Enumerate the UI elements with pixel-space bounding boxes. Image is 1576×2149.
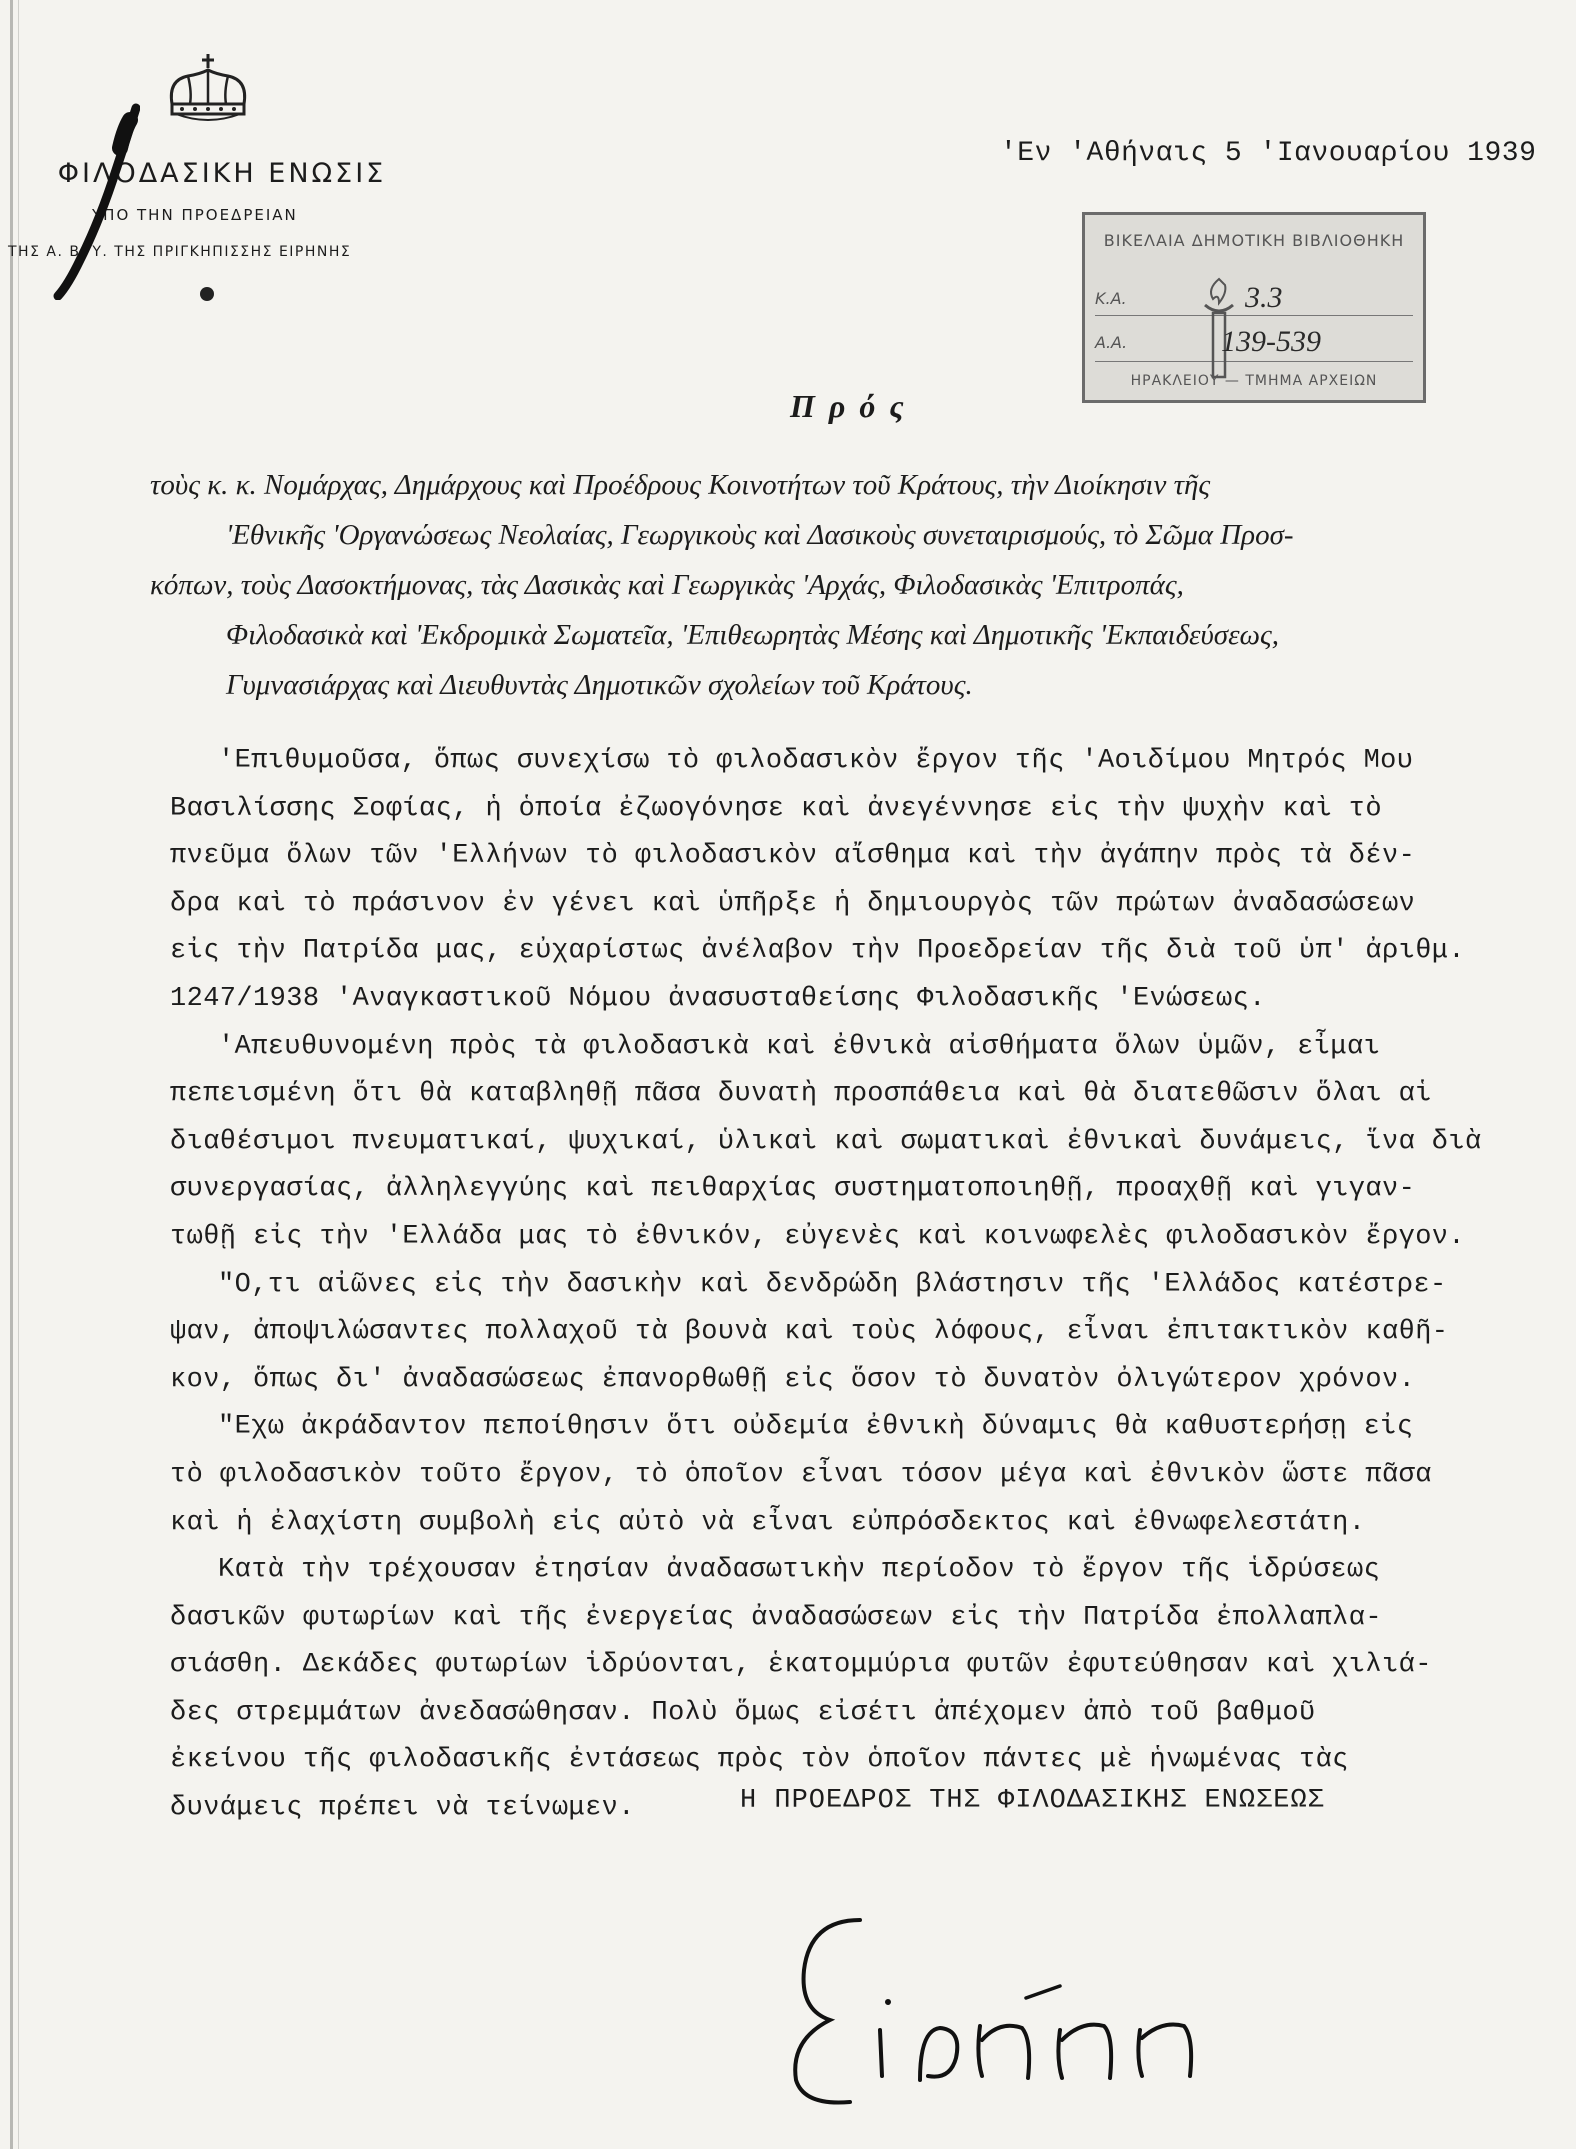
body-line: τωθῇ εἰς τὴν 'Ελλάδα μας τὸ ἐθνικόν, εὐγενὲς καὶ κοινωφελὲς φιλοδασικὸν ἔργον. [170,1221,1466,1252]
stamp-department: ΗΡΑΚΛΕΙΟΥ — ΤΜΗΜΑ ΑΡΧΕΙΩΝ [1130,373,1378,389]
handwritten-signature [770,1880,1250,2110]
body-line: Κατὰ τὴν τρέχουσαν ἐτησίαν ἀναδασωτικὴν περίοδον τὸ ἔργον τῆς ἱδρύσεως [218,1555,1381,1586]
body-line: 'Επιθυμοῦσα, ὅπως συνεχίσω τὸ φιλοδασικὸν ἔργον τῆς 'Αοιδίμου Μητρός Μου [218,746,1414,776]
addressee-line: 'Εθνικῆς 'Οργανώσεως Νεολαίας, Γεωργικοὺς καὶ Δασικοὺς συνεταιρισμούς, τὸ Σῶμα Προσ- [226,519,1294,551]
body-line: δασικῶν φυτωρίων καὶ τῆς ἐνεργείας ἀναδασώσεων εἰς τὴν Πατρίδα ἐπολλαπλα- [170,1602,1382,1633]
body-line: τὸ φιλοδασικὸν τοῦτο ἔργον, τὸ ὁποῖον εἶναι τόσον μέγα καὶ ἐθνικὸν ὥστε πᾶσα [170,1459,1432,1490]
ink-stroke [30,100,140,300]
body-line: δρα καὶ τὸ πράσινον ἐν γένει καὶ ὑπῆρξε ἡ δημιουργὸς τῶν πρώτων ἀναδασώσεων [170,888,1416,919]
stamp-aa-label: Α.Α. [1095,333,1128,352]
stamp-library-name: ΒΙΚΕΛΑΙΑ ΔΗΜΟΤΙΚΗ ΒΙΒΛΙΟΘΗΚΗ [1103,231,1405,250]
stamp-rule [1095,315,1413,316]
signer-title: Η ΠΡΟΕΔΡΟΣ ΤΗΣ ΦΙΛΟΔΑΣΙΚΗΣ ΕΝΩΣΕΩΣ [740,1786,1325,1816]
body-line: "Ο,τι αἰῶνες εἰς τὴν δασικὴν καὶ δενδρώδη βλάστησιν τῆς 'Ελλάδος κατέστρε- [218,1269,1447,1300]
body-line: σιάσθη. Δεκάδες φυτωρίων ἱδρύονται, ἑκατομμύρια φυτῶν ἐφυτεύθησαν καὶ χιλιά- [170,1650,1432,1681]
letter-heading: Πρός [790,388,918,424]
organization-subtitle: ΥΠΟ ΤΗΝ ΠΡΟΕΔΡΕΙΑΝ [92,206,298,224]
organization-patron: ΤΗΣ Α. Β. Υ. ΤΗΣ ΠΡΙΓΚΗΠΙΣΣΗΣ ΕΙΡΗΝΗΣ [8,244,352,260]
addressee-line: Φιλοδασικὰ καὶ 'Εκδρομικὰ Σωματεῖα, 'Επιθεωρητὰς Μέσης καὶ Δημοτικῆς 'Εκπαιδεύσεως, [226,619,1280,651]
body-line: 'Απευθυνομένη πρὸς τὰ φιλοδασικὰ καὶ ἐθνικὰ αἰσθήματα ὅλων ὑμῶν, εἶμαι [218,1031,1381,1062]
body-line: εἰς τὴν Πατρίδα μας, εὐχαρίστως ἀνέλαβον τὴν Προεδρείαν τῆς διὰ τοῦ ὑπ' ἀριθμ. [170,936,1466,967]
stamp-rule [1095,361,1413,362]
body-line: "Εχω ἀκράδαντον πεποίθησιν ὅτι οὐδεμία ἐθνικὴ δύναμις θὰ καθυστερήσῃ εἰς [218,1412,1414,1443]
archive-stamp [1082,212,1426,403]
body-line: πνεῦμα ὅλων τῶν 'Ελλήνων τὸ φιλοδασικὸν αἴσθημα καὶ τὴν ἀγάπην πρὸς τὰ δέν- [170,841,1416,872]
body-line: ἐκείνου τῆς φιλοδασικῆς ἐντάσεως πρὸς τὸν ὁποῖον πάντες μὲ ἡνωμένας τὰς [170,1745,1349,1776]
scan-edge [10,0,13,2149]
body-line: διαθέσιμοι πνευματικαί, ψυχικαί, ὑλικαὶ καὶ σωματικαὶ ἐθνικαὶ δυνάμεις, ἵνα διὰ [170,1126,1482,1157]
stamp-ka-value: 3.3 [1245,281,1283,314]
body-line: ψαν, ἀποψιλώσαντες πολλαχοῦ τὰ βουνὰ καὶ τοὺς λόφους, εἶναι ἐπιτακτικὸν καθῆ- [170,1317,1449,1348]
body-line: καὶ ἡ ἐλαχίστη συμβολὴ εἰς αὐτὸ νὰ εἶναι εὐπρόσδεκτος καὶ ἐθνωφελεστάτη. [170,1507,1366,1538]
stamp-aa-value: 139-539 [1221,325,1321,358]
addressees-block [150,460,1570,710]
addressee-line: τοὺς κ. κ. Νομάρχας, Δημάρχους καὶ Προέδρους Κοινοτήτων τοῦ Κράτους, τὴν Διοίκησιν τῆς [150,469,1211,501]
scan-edge-inner [18,0,19,2149]
body-line: κον, ὅπως δι' ἀναδασώσεως ἐπανορθωθῇ εἰς ὅσον τὸ δυνατὸν ὀλιγώτερον χρόνον. [170,1364,1416,1395]
letter-body [170,738,1570,1833]
body-line: Βασιλίσσης Σοφίας, ἡ ὁποία ἐζωογόνησε καὶ ἀνεγέννησε εἰς τὴν ψυχὴν καὶ τὸ [170,793,1382,824]
stamp-ka-label: Κ.Α. [1095,289,1127,308]
body-line: πεπεισμένη ὅτι θὰ καταβληθῇ πᾶσα δυνατὴ προσπάθεια καὶ θὰ διατεθῶσιν ὅλαι αἱ [170,1079,1432,1110]
crown-icon [158,52,258,132]
bullet-dot [200,287,214,301]
body-line: 1247/1938 'Αναγκαστικοῦ Νόμου ἀνασυσταθείσης Φιλοδασικῆς 'Ενώσεως. [170,983,1266,1014]
addressee-line: Γυμνασιάρχας καὶ Διευθυντὰς Δημοτικῶν σχολείων τοῦ Κράτους. [226,669,973,701]
addressee-line: κόπων, τοὺς Δασοκτήμονας, τὰς Δασικὰς καὶ Γεωργικὰς 'Αρχάς, Φιλοδασικὰς 'Επιτροπάς, [150,569,1184,601]
body-line: δες στρεμμάτων ἀνεδασώθησαν. Πολὺ ὅμως εἰσέτι ἀπέχομεν ἀπὸ τοῦ βαθμοῦ [170,1697,1316,1728]
letter-date: 'Εν 'Αθήναις 5 'Ιανουαρίου 1939 [1000,138,1537,169]
body-line: συνεργασίας, ἀλληλεγγύης καὶ πειθαρχίας συστηματοποιηθῇ, προαχθῇ καὶ γιγαν- [170,1174,1416,1205]
organization-name: ΦΙΛΟΔΑΣΙΚΗ ΕΝΩΣΙΣ [57,158,387,189]
body-line: δυνάμεις πρέπει νὰ τείνωμεν. [170,1793,635,1824]
